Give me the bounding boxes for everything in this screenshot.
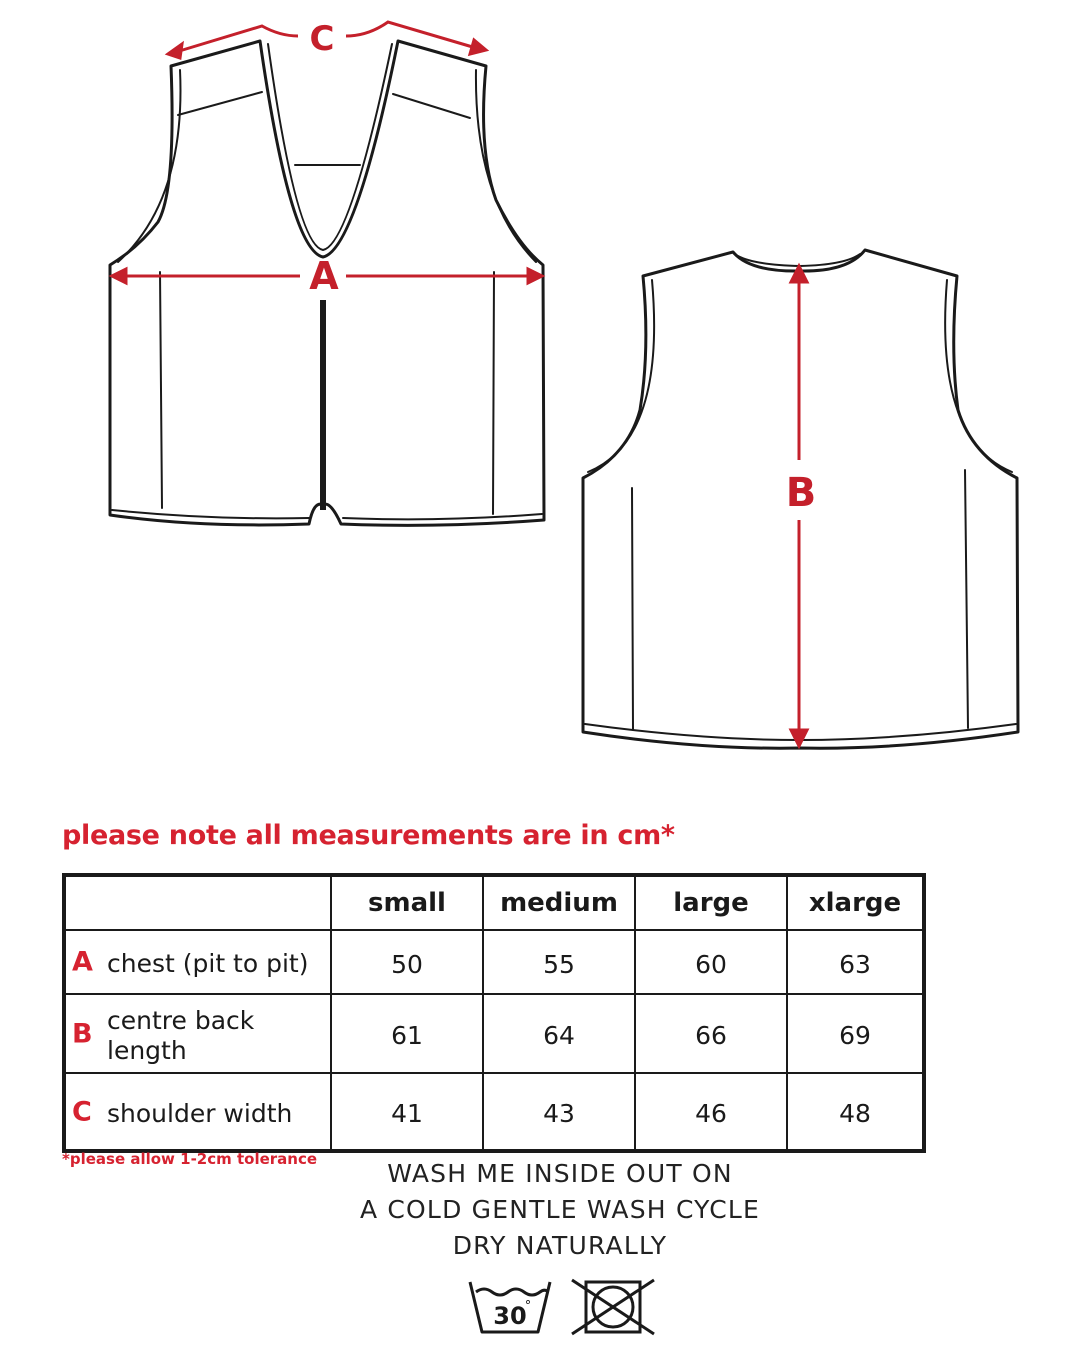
table-header-row xyxy=(64,875,924,930)
label-a-front: A xyxy=(309,254,339,298)
care-line: A COLD GENTLE WASH CYCLE xyxy=(359,1195,761,1224)
care-instructions xyxy=(300,1156,820,1264)
no-tumble-dry-icon xyxy=(570,1278,660,1338)
cell-chest-xlarge: 63 xyxy=(787,930,924,994)
cell-shoulder-xlarge: 48 xyxy=(787,1073,924,1151)
cell-chest-large: 60 xyxy=(635,930,787,994)
header-large: large xyxy=(635,875,787,930)
table-row xyxy=(64,930,924,994)
cell-chest-small: 50 xyxy=(331,930,483,994)
back-side-seam-left xyxy=(632,488,633,730)
label-c-front: C xyxy=(309,19,335,59)
size-chart-table xyxy=(62,873,926,1153)
row-letter-a: A xyxy=(72,946,93,978)
back-side-seam-right xyxy=(965,470,968,728)
label-b-back: B xyxy=(785,470,817,516)
wash-temp-text: 30 xyxy=(493,1302,527,1330)
header-xlarge: xlarge xyxy=(787,875,924,930)
cell-shoulder-small: 41 xyxy=(331,1073,483,1151)
row-desc-chest: chest (pit to pit) xyxy=(107,949,309,978)
cell-back-medium: 64 xyxy=(483,994,635,1073)
table-row xyxy=(64,1073,924,1151)
cell-back-large: 66 xyxy=(635,994,787,1073)
cell-back-small: 61 xyxy=(331,994,483,1073)
cell-shoulder-medium: 43 xyxy=(483,1073,635,1151)
header-medium: medium xyxy=(483,875,635,930)
row-letter-c: C xyxy=(72,1096,92,1127)
tolerance-note: *please allow 1-2cm tolerance xyxy=(62,1150,318,1168)
cell-chest-medium: 55 xyxy=(483,930,635,994)
row-desc-shoulder: shoulder width xyxy=(107,1098,293,1128)
row-label-chest xyxy=(64,930,331,994)
wash-degree-symbol: ° xyxy=(524,1299,532,1314)
care-line: DRY NATURALLY xyxy=(452,1231,668,1260)
measurement-note: please note all measurements are in cm* xyxy=(62,820,675,851)
row-desc-back-length: centre back length xyxy=(107,1005,255,1065)
wash-30-icon xyxy=(466,1278,556,1338)
care-line: WASH ME INSIDE OUT ON xyxy=(387,1159,733,1188)
header-empty-cell xyxy=(64,875,331,930)
cell-shoulder-large: 46 xyxy=(635,1073,787,1151)
table-row xyxy=(64,994,924,1073)
cell-back-xlarge: 69 xyxy=(787,994,924,1073)
row-label-back-length xyxy=(64,994,331,1073)
row-label-shoulder xyxy=(64,1073,331,1151)
row-letter-b: B xyxy=(72,1018,93,1049)
header-small: small xyxy=(331,875,483,930)
